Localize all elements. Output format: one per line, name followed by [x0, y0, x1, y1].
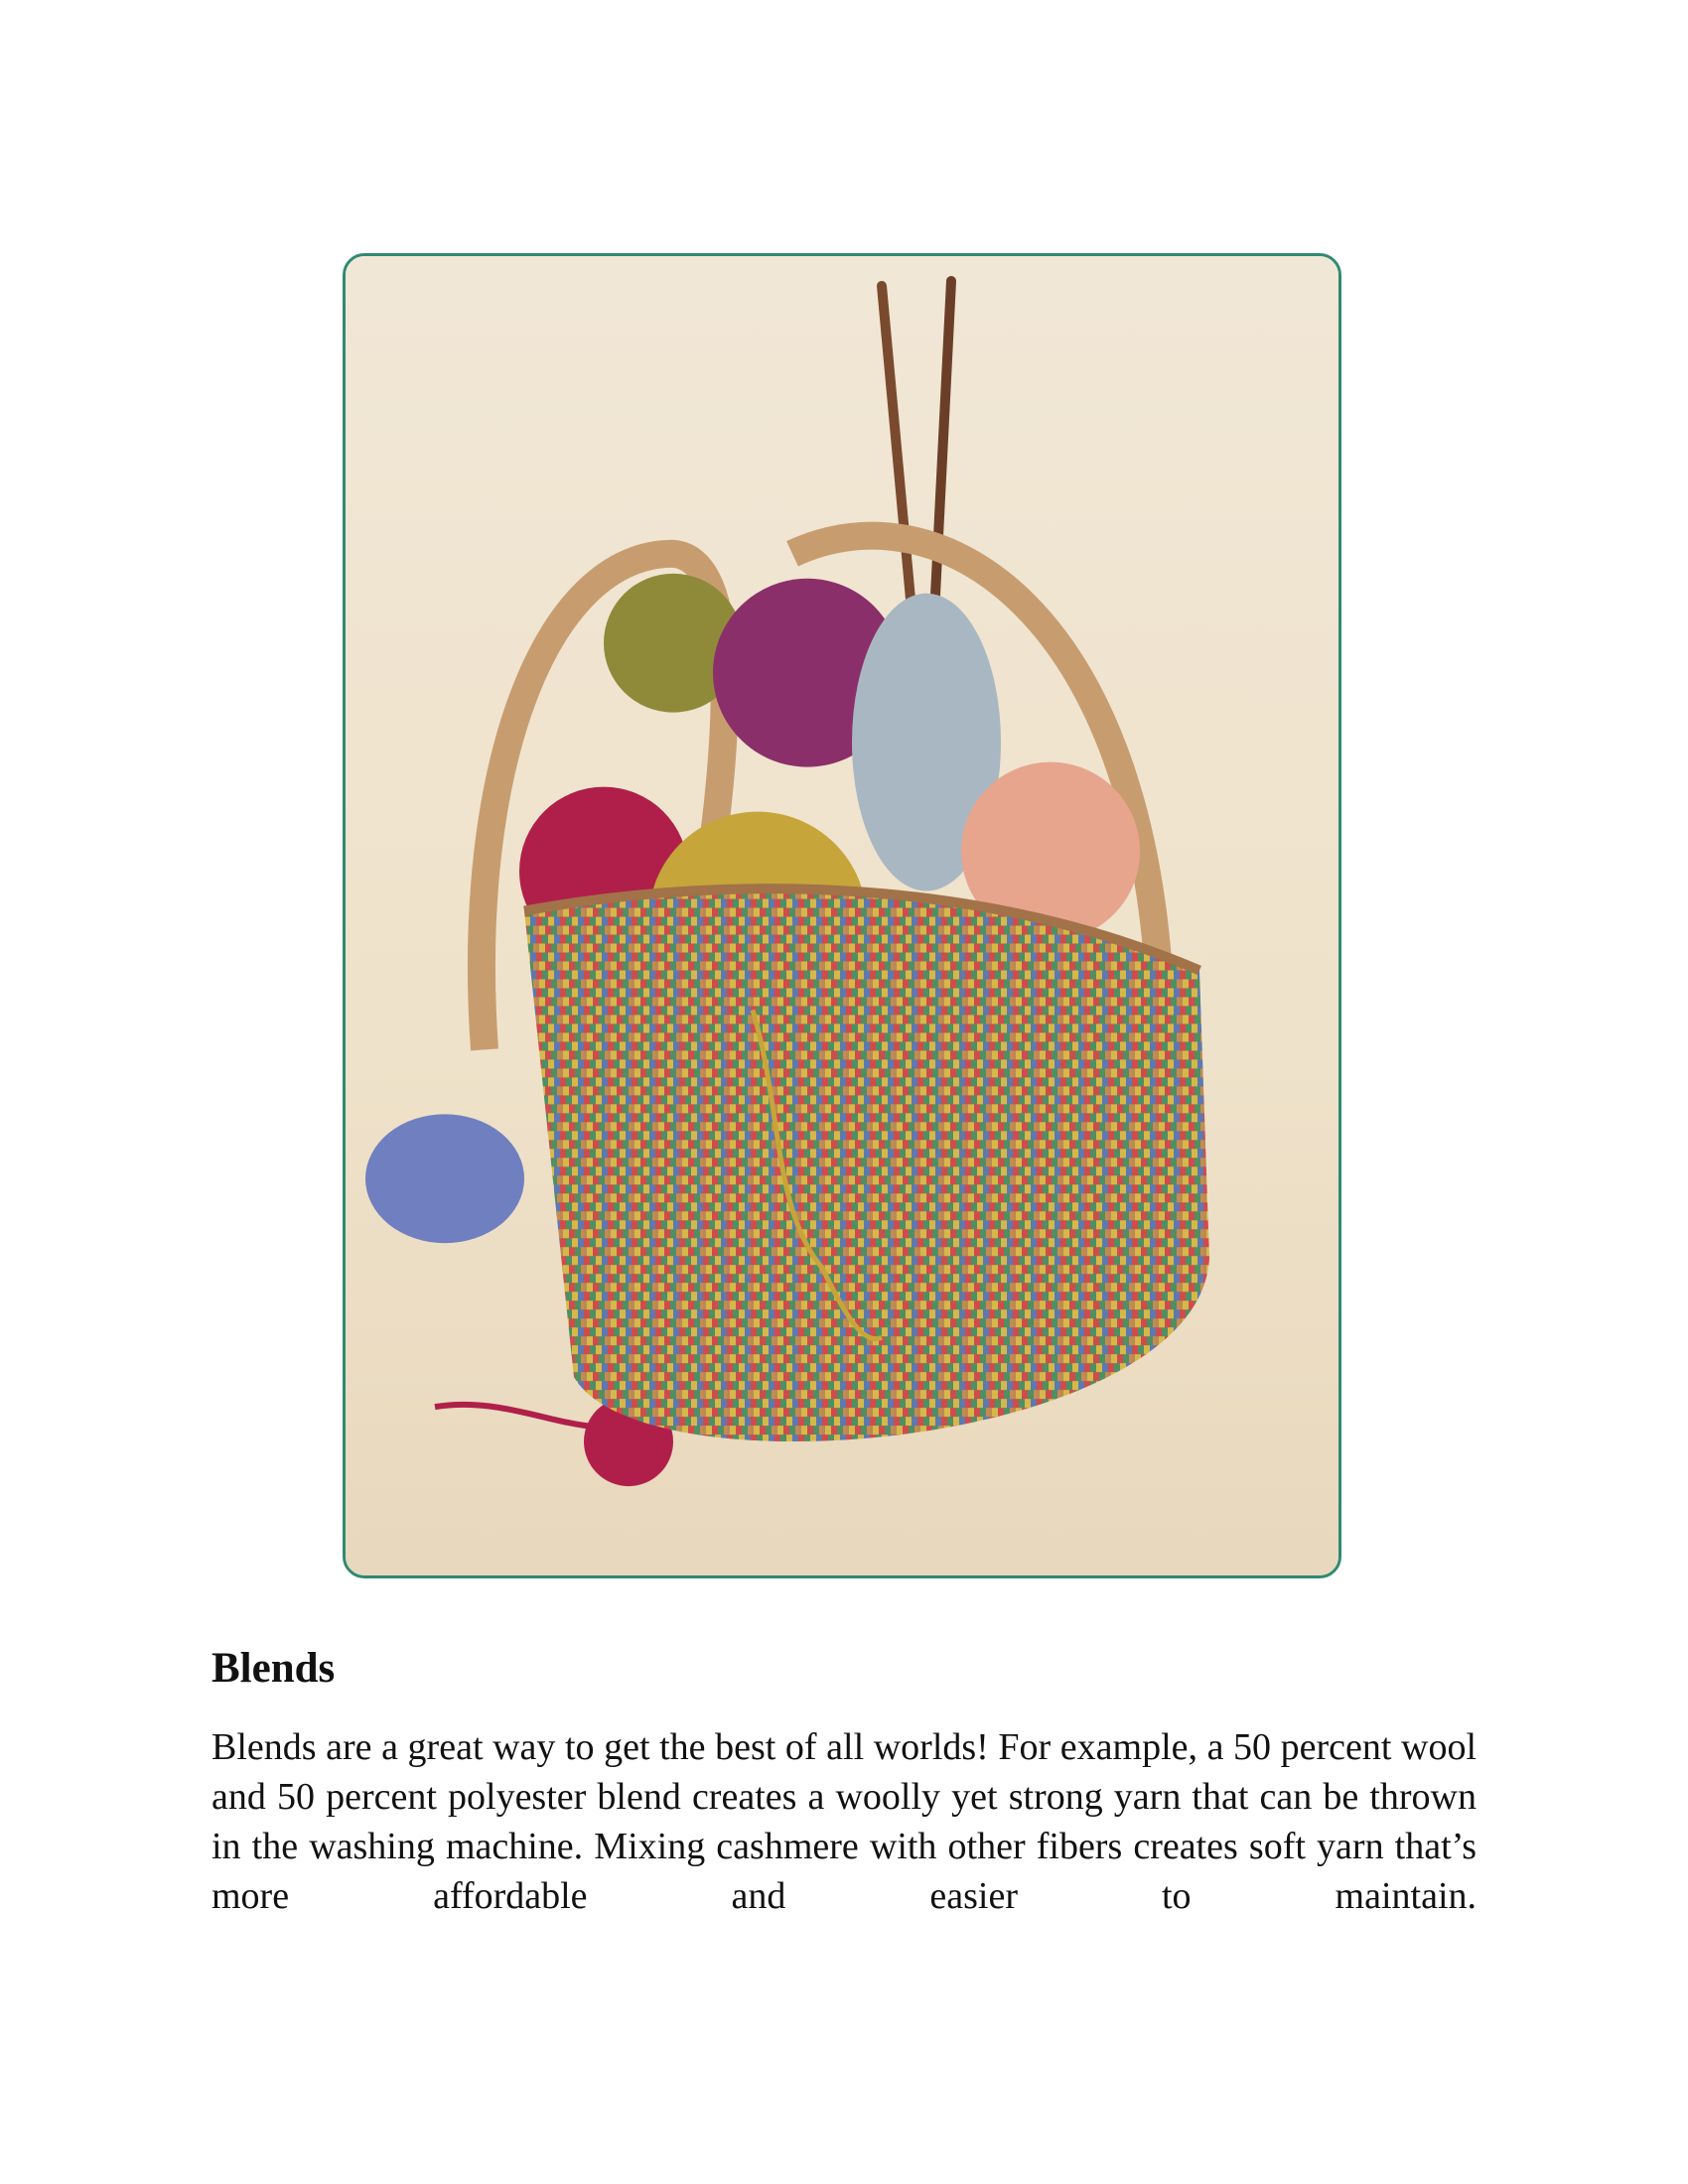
yarn-basket-illustration: [346, 256, 1338, 1575]
yarn-basket-photo: [343, 253, 1341, 1578]
body-paragraph: Blends are a great way to get the best of all worlds! For example, a 50 percent wool and 50 percent polyester blend creates a woolly yet strong yarn that can be thrown in the washing machine. Mixing cashmere with other fibers creates soft yarn that’s more affordable and easier to maintain.: [211, 1726, 1477, 1917]
section-heading: Blends: [211, 1645, 336, 1692]
woven-basket: [524, 888, 1209, 1441]
